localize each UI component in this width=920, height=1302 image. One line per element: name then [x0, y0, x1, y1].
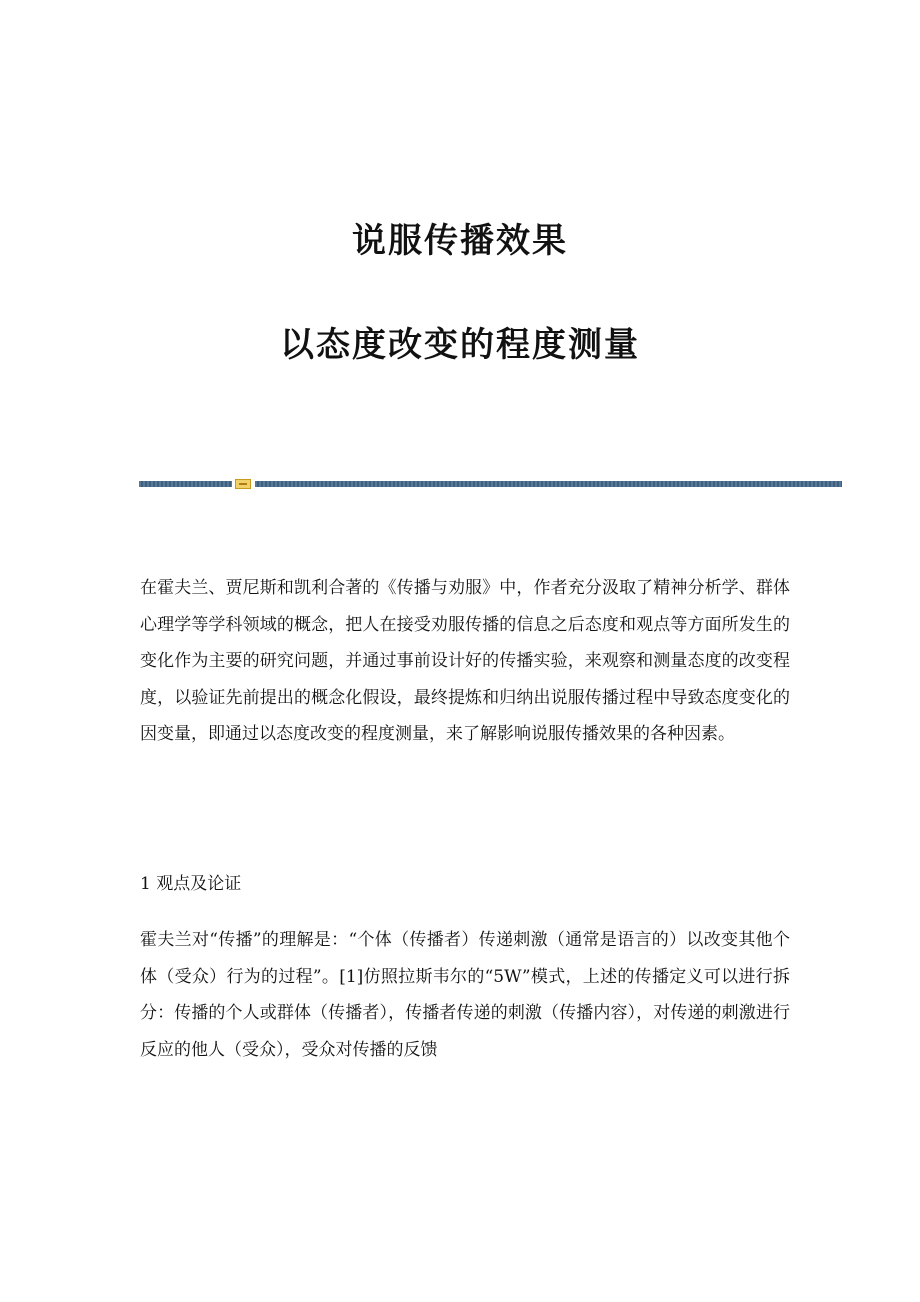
- section-heading: 1 观点及论证: [140, 874, 242, 894]
- document-title: 说服传播效果: [352, 221, 568, 261]
- document-subtitle: 以态度改变的程度测量: [280, 325, 640, 365]
- divider-ornament-icon: [235, 479, 251, 489]
- intro-paragraph: 在霍夫兰、贾尼斯和凯利合著的《传播与劝服》中，作者充分汲取了精神分析学、群体心理学等学科领域的概念，把人在接受劝服传播的信息之后态度和观点等方面所发生的变化作为主要的研究问题，并通过事前设计好的传播实验，来观察和测量态度的改变程度，以验证先前提出的概念化假设，最终提炼和归纳出说服传播过程中导致态度变化的因变量，即通过以态度改变的程度测量，来了解影响说服传播效果的各种因素。: [140, 578, 790, 744]
- divider-bar-left: [139, 481, 232, 487]
- divider-bar-right: [255, 481, 842, 487]
- decorative-divider: [139, 479, 842, 489]
- body-paragraph: 霍夫兰对“传播”的理解是：“个体（传播者）传递刺激（通常是语言的）以改变其他个体（受众）行为的过程”。[1]仿照拉斯韦尔的“5W”模式，上述的传播定义可以进行拆分：传播的个人或群体（传播者），传播者传递的刺激（传播内容），对传递的刺激进行反应的他人（受众），受众对传播的反馈: [140, 930, 790, 1060]
